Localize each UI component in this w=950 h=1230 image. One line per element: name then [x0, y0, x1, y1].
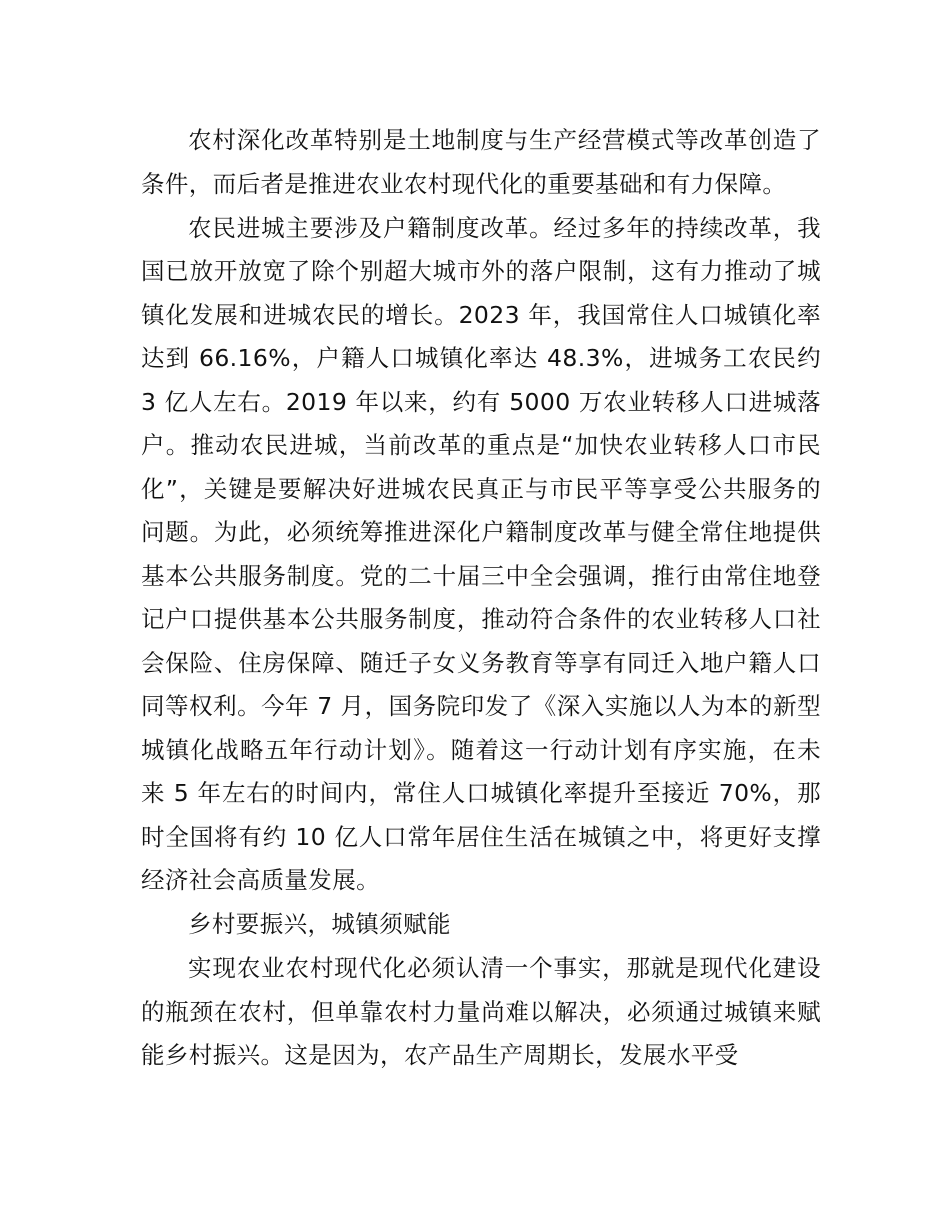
paragraph-reform-conditions: 农村深化改革特别是土地制度与生产经营模式等改革创造了条件，而后者是推进农业农村现代化的重要基础和有力保障。	[141, 126, 821, 198]
section-heading-rural-revitalization: 乡村要振兴，城镇须赋能	[188, 910, 451, 938]
paragraph-household-registration: 农民进城主要涉及户籍制度改革。经过多年的持续改革，我国已放开放宽了除个别超大城市外的落户限制，这有力推动了城镇化发展和进城农民的增长。2023 年，我国常住人口城镇化率达到 66.16%，户籍人口城镇化率达 48.3%，进城务工农民约 3 亿人左右。2019 年以来，约有 5000 万农业转移人口进城落户。推动农民进城，当前改革的重点是“加快农业转移人口市民化”，关键是要解决好进城农民真正与市民平等享受公共服务的问题。为此，必须统筹推进深化户籍制度改革与健全常住地提供基本公共服务制度。党的二十届三中全会强调，推行由常住地登记户口提供基本公共服务制度，推动符合条件的农业转移人口社会保险、住房保障、随迁子女义务教育等享有同迁入地户籍人口同等权利。今年 7 月，国务院印发了《深入实施以人为本的新型城镇化战略五年行动计划》。随着这一行动计划有序实施，在未来 5 年左右的时间内，常住人口城镇化率提升至接近 70%，那时全国将有约 10 亿人口常年居住生活在城镇之中，将更好支撑经济社会高质量发展。	[141, 213, 821, 894]
document-body	[141, 119, 821, 1078]
paragraph-urban-empowerment: 实现农业农村现代化必须认清一个事实，那就是现代化建设的瓶颈在农村，但单靠农村力量尚难以解决，必须通过城镇来赋能乡村振兴。这是因为，农产品生产周期长，发展水平受	[141, 954, 821, 1069]
